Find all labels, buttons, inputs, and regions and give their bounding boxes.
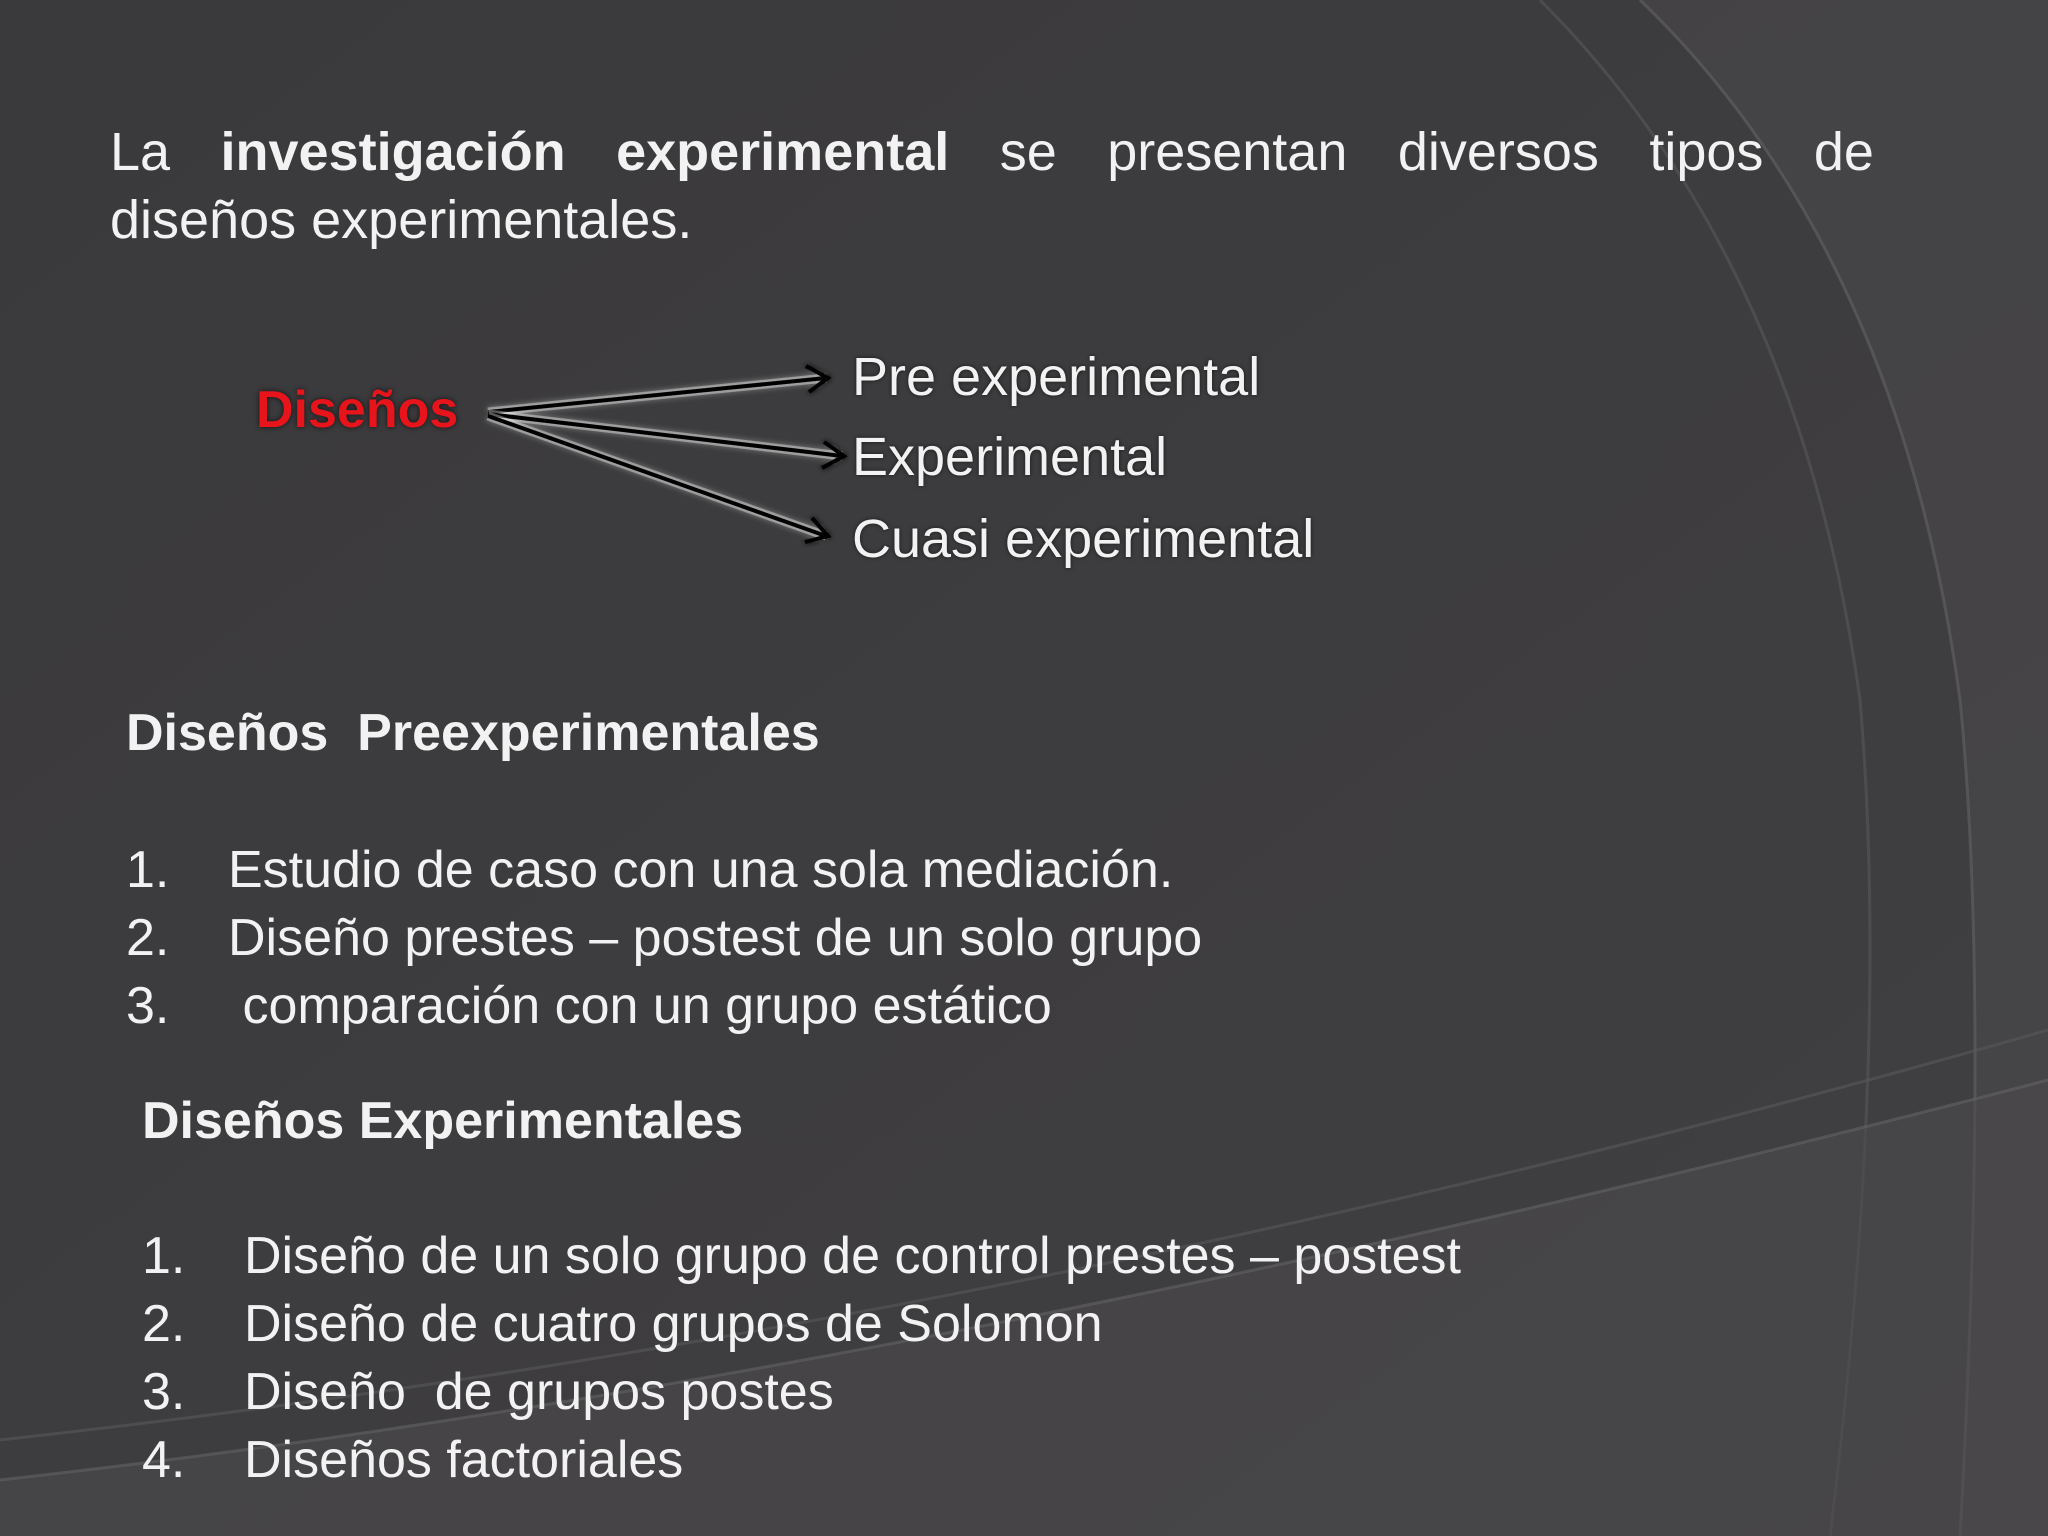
diagram-source-label: Diseños	[256, 381, 459, 439]
item-number: 4.	[142, 1431, 186, 1489]
item-text: comparación con un grupo estático	[228, 977, 1052, 1035]
intro-word: se	[999, 122, 1057, 182]
intro-line-2: diseños experimentales.	[110, 190, 693, 250]
item-number: 2.	[126, 909, 170, 967]
item-text: Diseño de grupos postes	[244, 1363, 834, 1421]
list-item	[142, 1222, 1461, 1290]
list-item	[142, 1426, 1461, 1494]
intro-word: presentan	[1107, 122, 1348, 182]
item-number: 3.	[126, 977, 170, 1035]
intro-word: experimental	[616, 122, 950, 182]
pre-experimental-title: Diseños Preexperimentales	[126, 704, 820, 762]
branch-experimental: Experimental	[852, 427, 1168, 487]
item-number: 1.	[126, 841, 170, 899]
pre-experimental-list	[126, 836, 1202, 1040]
intro-word: La	[110, 122, 171, 182]
experimental-list	[142, 1222, 1461, 1494]
item-text: Diseño prestes – postest de un solo grupo	[228, 909, 1203, 967]
item-number: 1.	[142, 1227, 186, 1285]
branch-pre-experimental: Pre experimental	[852, 347, 1261, 407]
list-item	[142, 1358, 1461, 1426]
item-number: 3.	[142, 1363, 186, 1421]
branch-cuasi-experimental: Cuasi experimental	[852, 509, 1315, 569]
intro-word: diversos	[1397, 122, 1599, 182]
list-item	[126, 972, 1202, 1040]
item-text: Diseño de un solo grupo de control prestes – postest	[244, 1227, 1461, 1285]
intro-word: investigación	[220, 122, 566, 182]
arrow-to-pre-experimental	[488, 366, 828, 412]
item-number: 2.	[142, 1295, 186, 1353]
intro-word: de	[1813, 122, 1874, 182]
item-text: Diseño de cuatro grupos de Solomon	[244, 1295, 1103, 1353]
arrow-to-experimental	[488, 414, 844, 468]
experimental-title: Diseños Experimentales	[142, 1092, 744, 1150]
intro-word: tipos	[1649, 122, 1764, 182]
list-item	[126, 836, 1202, 904]
item-text: Diseños factoriales	[244, 1431, 684, 1489]
list-item	[142, 1290, 1461, 1358]
list-item	[126, 904, 1202, 972]
item-text: Estudio de caso con una sola mediación.	[228, 841, 1174, 899]
